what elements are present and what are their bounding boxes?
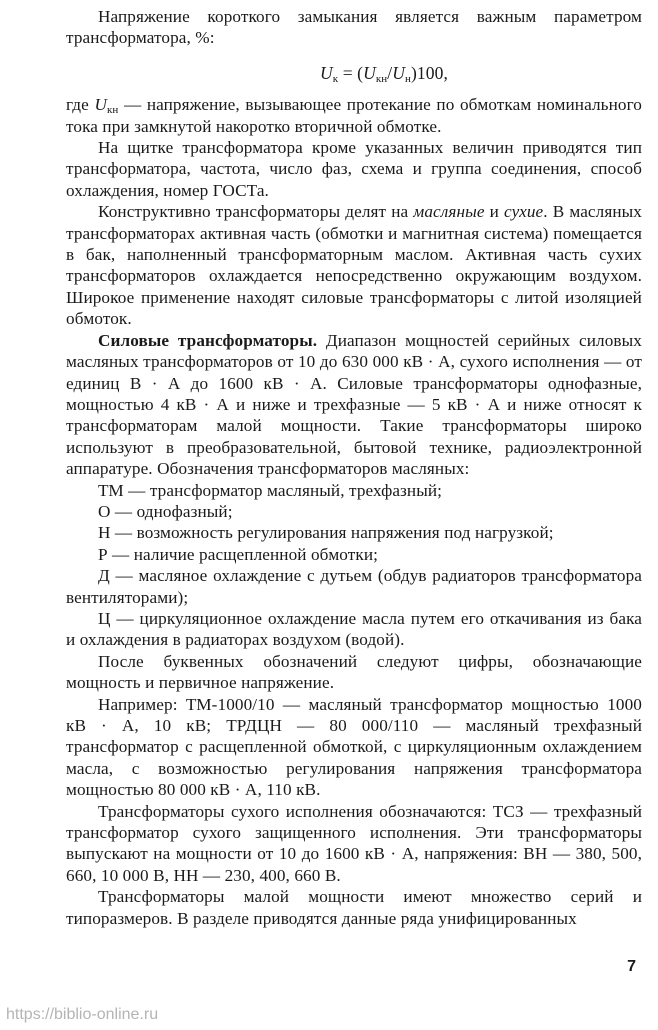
paragraph-3: На щитке трансформатора кроме указанных величин приводятся тип трансформатора, частота, число фаз, схема и группа соединения, способ охлаждения, номер ГОСТа. — [66, 138, 642, 200]
p2-var-sub: кн — [106, 104, 119, 117]
paragraph-5 — [66, 330, 642, 480]
p4-text: . В масляных трансформаторах активная часть (обмотки и магнитная система) помещается в бак, наполненный трансформаторным маслом. Активная часть сухих трансформаторов охлаждается непосредственно окружающим воздухом. Широкое применение находят силовые трансформаторы с литой изоляцией обмоток. — [66, 202, 642, 329]
p2-pre: где — [66, 95, 95, 115]
p2-var: U — [94, 95, 107, 115]
formula-slash: / — [387, 62, 393, 83]
body-text — [66, 6, 642, 929]
paragraph-8: Трансформаторы сухого исполнения обозначаются: ТСЗ — трехфазный трансформатор сухого защищенного исполнения. Эти трансформаторы выпускают на мощности от 10 до 1600 кВ · А, напряжения: ВН — 380, 500, 660, 10 000 В, НН — 230, 400, 660 В. — [66, 801, 642, 885]
list-item: Н — возможность регулирования напряжения под нагрузкой; — [98, 523, 554, 543]
watermark-url: https://biblio-online.ru — [6, 1006, 159, 1023]
formula-tail: )100, — [411, 62, 448, 83]
paragraph-9: Трансформаторы малой мощности имеют множество серий и типоразмеров. В разделе приводятся данные ряда унифицированных — [66, 887, 642, 928]
paragraph-4 — [66, 201, 642, 329]
list-item: Ц — циркуляционное охлаждение масла путем его откачивания из бака и охлаждения в радиаторах воздухом (водой). — [66, 608, 642, 650]
p5-text: Диапазон мощностей серийных силовых масляных трансформаторов от 10 до 630 000 кВ · А, сухого исполнения — от единиц В · А до 1600 кВ · А. Силовые трансформаторы однофазные, мощностью 4 кВ · А и ниже и трехфазные — 5 кВ · А и ниже относят к трансформаторам малой мощности. Такие трансформаторы широко используют в преобразовательной, бытовой технике, радиоэлектронной аппаратуре. Обозначения трансформаторов масляных: — [66, 330, 642, 479]
formula-lhs-sub: к — [332, 72, 339, 85]
paragraph-2 — [66, 94, 642, 137]
list-item: ТМ — трансформатор масляный, трехфазный; — [98, 480, 443, 500]
p4-em-dry: сухие — [504, 202, 544, 222]
p2-text: — напряжение, вызывающее протекание по обмоткам номинального тока при замкнутой накоротко вторичной обмотке. — [66, 95, 642, 136]
p4-mid: и — [484, 202, 504, 222]
section-heading: Силовые трансформаторы. — [98, 330, 318, 350]
formula-voltage — [66, 63, 642, 84]
list-item: О — однофазный; — [98, 501, 233, 521]
formula-num-sub: кн — [375, 72, 388, 85]
formula-lhs: U — [320, 62, 333, 83]
paragraph-1: Напряжение короткого замыкания является важным параметром трансформатора, %: — [66, 7, 642, 48]
p4-pre: Конструктивно трансформаторы делят на — [98, 202, 414, 222]
list-item: Р — наличие расщепленной обмотки; — [98, 544, 379, 564]
formula-eq: = ( — [338, 62, 364, 83]
paragraph-7: Например: ТМ-1000/10 — масляный трансформатор мощностью 1000 кВ · А, 10 кВ; ТРДЦН — 80 000/110 — масляный трехфазный трансформатор с расщепленной обмоткой, с циркуляционным охлаждением масла, с возможностью регулирования напряжения трансформатора мощностью 80 000 кВ · А, 110 кВ. — [66, 694, 642, 800]
list-item: Д — масляное охлаждение с дутьем (обдув радиаторов трансформатора вентиляторами); — [66, 566, 642, 607]
formula-den: U — [392, 62, 405, 83]
p4-em-oil: масляные — [413, 202, 485, 222]
paragraph-6: После буквенных обозначений следуют цифры, обозначающие мощность и первичное напряжение. — [66, 651, 642, 693]
page-number: 7 — [627, 958, 636, 975]
formula-den-sub: н — [405, 72, 411, 85]
formula-num: U — [363, 62, 376, 83]
